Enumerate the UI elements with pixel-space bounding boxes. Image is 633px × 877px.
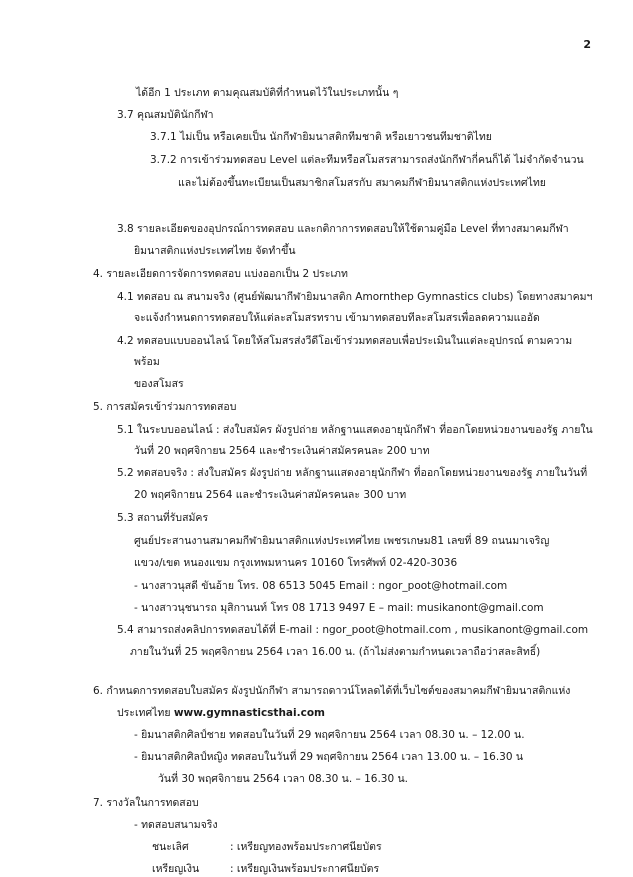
text-line: 3.8 รายละเอียดของอุปกรณ์การทดสอบ และกติกาการทดสอบให้ใช้ตามคู่มือ Level ที่ทางสมาคมกีฬา <box>117 223 569 235</box>
page-number: 2 <box>583 38 591 51</box>
text-line: ของสโมสร <box>134 378 184 390</box>
text-line: วันที่ 20 พฤศจิกายน 2564 และชำระเงินค่าสมัครคนละ 200 บาท <box>134 445 430 457</box>
text-line: ได้อีก 1 ประเภท ตามคุณสมบัติที่กำหนดไว้ในประเภทนั้น ๆ <box>136 87 399 99</box>
text-line <box>117 706 325 720</box>
award-value: : เหรียญทองพร้อมประกาศนียบัตร <box>230 841 382 853</box>
list-item: - ยิมนาสติกศิลป์ชาย ทดสอบในวันที่ 29 พฤศจิกายน 2564 เวลา 08.30 น. – 12.00 น. <box>134 729 525 741</box>
text-line: 5.1 ในระบบออนไลน์ : ส่งใบสมัคร ผังรูปถ่าย หลักฐานแสดงอายุนักกีฬา ที่ออกโดยหน่วยงานของรัฐ ภายใน <box>117 424 593 436</box>
text-line: และไม่ต้องขึ้นทะเบียนเป็นสมาชิกสโมสรกับ สมาคมกีฬายิมนาสติกแห่งประเทศไทย <box>178 177 546 189</box>
contact-line: - นางสาวนุสดี ขันอ้าย โทร. 08 6513 5045 Email : ngor_poot@hotmail.com <box>134 580 508 592</box>
text-line: 3.7.1 ไม่เป็น หรือเคยเป็น นักกีฬายิมนาสติกทีมชาติ หรือเยาวชนทีมชาติไทย <box>150 131 492 143</box>
text-line: 4.1 ทดสอบ ณ สนามจริง (ศูนย์พัฒนากีฬายิมนาสติก Amornthep Gymnastics clubs) โดยทางสมาคมฯ <box>117 291 593 303</box>
award-label: ชนะเลิศ <box>152 841 189 853</box>
text-line: 5.4 สามารถส่งคลิปการทดสอบได้ที่ E-mail : ngor_poot@hotmail.com , musikanont@gmail.com <box>117 624 589 636</box>
award-value: : เหรียญเงินพร้อมประกาศนียบัตร <box>230 863 380 875</box>
section-heading: 6. กำหนดการทดสอบใบสมัคร ผังรูปนักกีฬา สามารถดาวน์โหลดได้ที่เว็บไซต์ของสมาคมกีฬายิมนาสติกแห่ง <box>93 685 571 697</box>
text-line: ภายในวันที่ 25 พฤศจิกายน 2564 เวลา 16.00 น. (ถ้าไม่ส่งตามกำหนดเวลาถือว่าสละสิทธิ์) <box>130 646 541 658</box>
list-item: - ยิมนาสติกศิลป์หญิง ทดสอบในวันที่ 29 พฤศจิกายน 2564 เวลา 13.00 น. – 16.30 น <box>134 751 524 763</box>
text-line: 20 พฤศจิกายน 2564 และชำระเงินค่าสมัครคนละ 300 บาท <box>134 489 407 501</box>
section-heading: 3.7 คุณสมบัตินักกีฬา <box>117 109 214 121</box>
contact-line: - นางสาวนุชนารถ มุสิกานนท์ โทร 08 1713 9497 E – mail: musikanont@gmail.com <box>134 602 544 614</box>
text-line: จะแจ้งกำหนดการทดสอบให้แต่ละสโมสรทราบ เข้ามาทดสอบทีละสโมสรเพื่อลดความแออัด <box>134 312 540 324</box>
text-line: แขวง/เขต หนองแขม กรุงเทพมหานคร 10160 โทรศัพท์ 02-420-3036 <box>134 557 458 569</box>
section-heading: 7. รางวัลในการทดสอบ <box>93 797 199 809</box>
section-heading: 4. รายละเอียดการจัดการทดสอบ แบ่งออกเป็น 2 ประเภท <box>93 268 348 280</box>
website-link[interactable]: www.gymnasticsthai.com <box>173 707 325 719</box>
section-heading: 5. การสมัครเข้าร่วมการทดสอบ <box>93 401 237 413</box>
text-line: 3.7.2 การเข้าร่วมทดสอบ Level แต่ละทีมหรือสโมสรสามารถส่งนักกีฬากี่คนก็ได้ ไม่จำกัดจำนวน <box>150 154 584 166</box>
award-label: เหรียญเงิน <box>152 863 200 875</box>
text-line: ศูนย์ประสานงานสมาคมกีฬายิมนาสติกแห่งประเทศไทย เพชรเกษม81 เลขที่ 89 ถนนมาเจริญ <box>134 535 550 547</box>
list-item: - ทดสอบสนามจริง <box>134 819 218 831</box>
text-line: วันที่ 30 พฤศจิกายน 2564 เวลา 08.30 น. – 16.30 น. <box>158 773 409 785</box>
text-span: ประเทศไทย <box>117 707 174 719</box>
text-line: ยิมนาสติกแห่งประเทศไทย จัดทำขึ้น <box>134 245 296 257</box>
text-line: พร้อม <box>134 356 160 368</box>
text-line: 5.3 สถานที่รับสมัคร <box>117 512 209 524</box>
text-line: 5.2 ทดสอบจริง : ส่งใบสมัคร ผังรูปถ่าย หลักฐานแสดงอายุนักกีฬา ที่ออกโดยหน่วยงานของรัฐ ภายในวันที่ <box>117 467 588 479</box>
text-line: 4.2 ทดสอบแบบออนไลน์ โดยให้สโมสรส่งวีดีโอเข้าร่วมทดสอบเพื่อประเมินในแต่ละอุปกรณ์ ตามความ <box>117 335 573 347</box>
